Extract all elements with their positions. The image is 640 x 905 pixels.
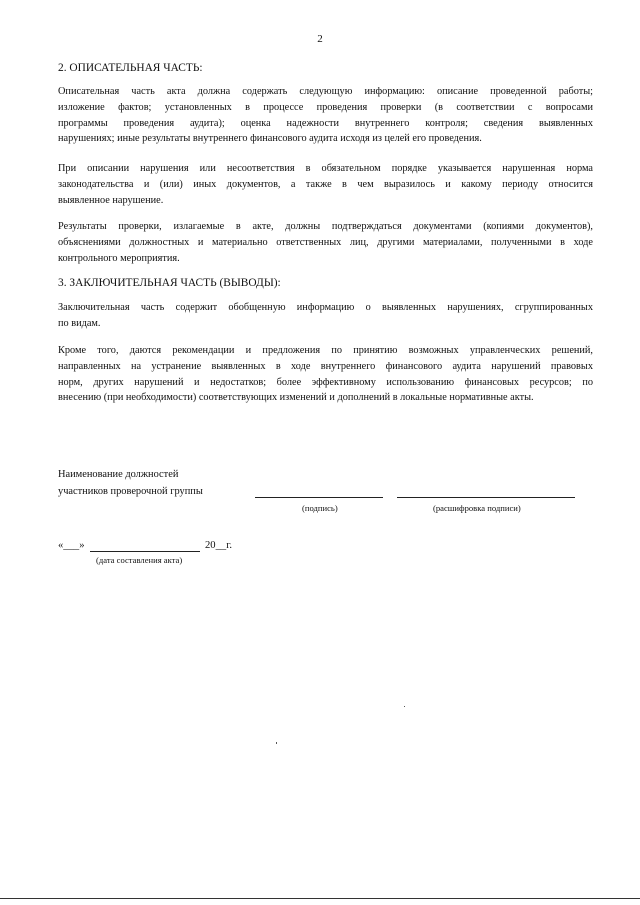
text-line: Заключительная часть содержит обобщенную информацию о выявленных нарушениях, сгруппированных <box>58 302 593 313</box>
act-date-row <box>58 540 84 551</box>
text-line: законодательства и (или) иных документов, а также в чем выразилось и какому периоду относится <box>58 178 593 190</box>
section-2-paragraph-3 <box>58 219 593 266</box>
text-line: контрольного мероприятия. <box>58 252 180 264</box>
text-line: объяснениями должностных и материально ответственных лиц, другими материалами, полученными в ходе <box>58 236 593 248</box>
text-line: внесению (при необходимости) соответствующих изменений и дополнений в локальные нормативные акты. <box>58 392 534 404</box>
text-line: выявленное нарушение. <box>58 194 164 206</box>
text-line: нарушениях; иные результаты внутреннего финансового аудита исходя из целей его проведения. <box>58 133 482 145</box>
signature-caption: (подпись) <box>302 503 338 513</box>
section-2-paragraph-2 <box>58 161 593 208</box>
text-line: по видам. <box>58 317 101 329</box>
section-2-paragraph-1 <box>58 84 593 147</box>
signature-decoding-line <box>397 497 575 498</box>
section-3-paragraph-1 <box>58 300 593 332</box>
text-line: направленных на устранение выявленных в ходе внутреннего финансового аудита нарушений правовых <box>58 360 593 372</box>
page-bottom-edge <box>0 898 640 899</box>
section-3-heading: 3. ЗАКЛЮЧИТЕЛЬНАЯ ЧАСТЬ (ВЫВОДЫ): <box>58 277 281 289</box>
text-line: изложение фактов; установленных в процессе проведения проверки (в соответствии с вопросами <box>58 101 593 113</box>
section-3-paragraph-2 <box>58 343 593 406</box>
date-caption: (дата составления акта) <box>96 555 183 565</box>
section-2-heading: 2. ОПИСАТЕЛЬНАЯ ЧАСТЬ: <box>58 62 203 74</box>
date-year-field: 20__г. <box>205 540 232 551</box>
positions-label-line-2: участников проверочной группы <box>58 486 203 497</box>
text-line: При описании нарушения или несоответствия в обязательном порядке указывается нарушенная норма <box>58 163 593 174</box>
signature-line <box>255 497 383 498</box>
text-line: Результаты проверки, излагаемые в акте, должны подтверждаться документами (копиями документов), <box>58 221 593 232</box>
signature-decoding-caption: (расшифровка подписи) <box>433 503 521 513</box>
scan-speck <box>276 742 277 744</box>
date-month-line <box>90 551 200 552</box>
date-day-field: «___» <box>58 540 85 551</box>
text-line: Кроме того, даются рекомендации и предложения по принятию возможных управленческих решений, <box>58 345 593 356</box>
positions-label-line-1: Наименование должностей <box>58 469 179 480</box>
text-line: Описательная часть акта должна содержать следующую информацию: описание проведенной работы; <box>58 86 593 97</box>
scan-speck <box>404 706 405 707</box>
text-line: программы проведения аудита); оценка надежности внутреннего контроля; сведения выявленных <box>58 117 593 129</box>
page-number: 2 <box>317 33 323 45</box>
text-line: норм, других нарушений и недостатков; более эффективному использованию финансовых ресурсов; по <box>58 376 593 388</box>
